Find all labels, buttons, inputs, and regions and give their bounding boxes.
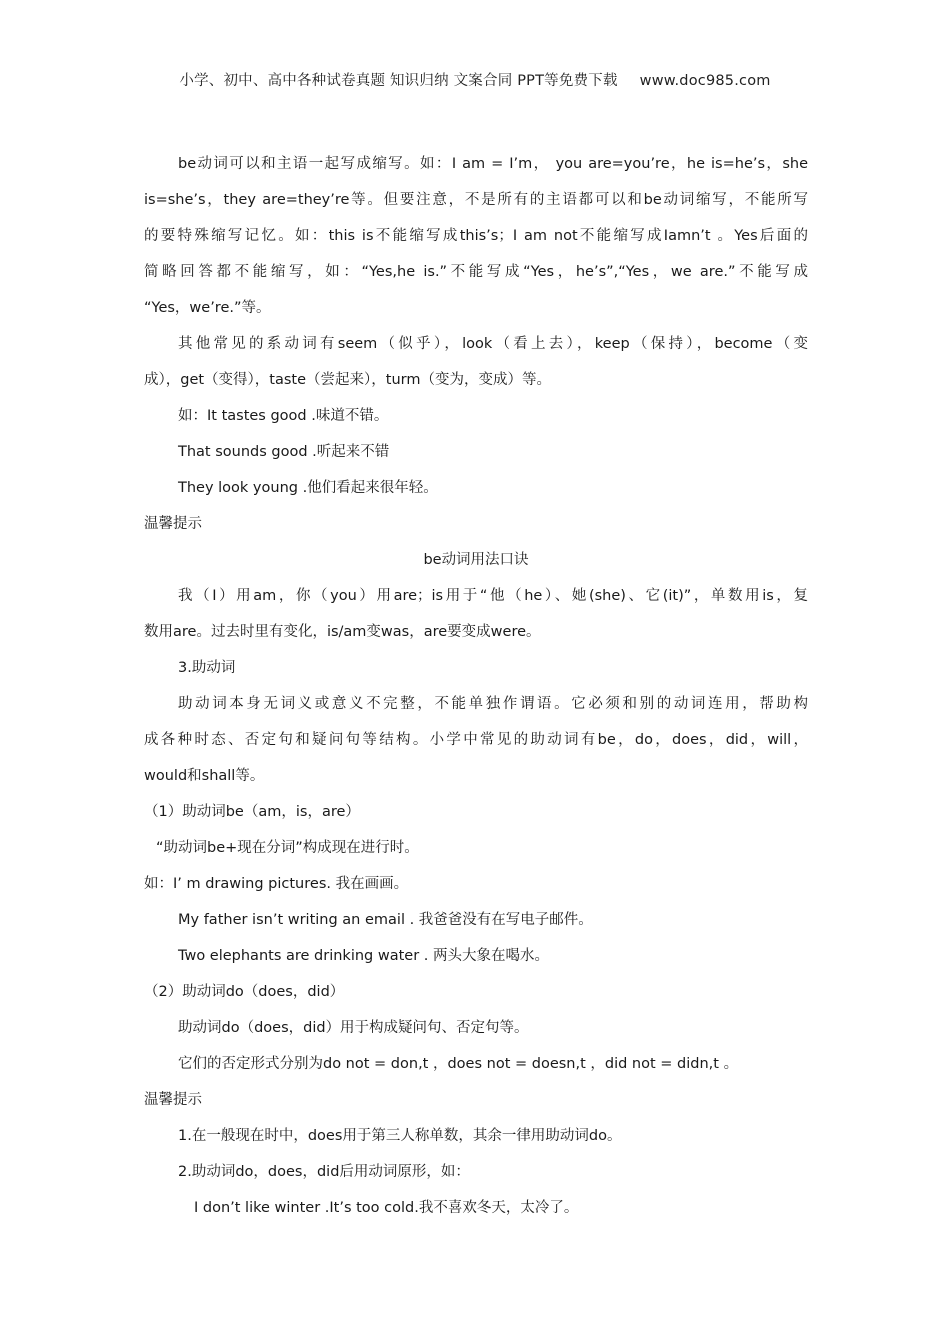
tip-item: 1.在一般现在时中，does用于第三人称单数，其余一律用助动词do。 (178, 1128, 622, 1144)
example-line: 如：It tastes good .味道不错。 (178, 408, 389, 424)
page-header (0, 69, 950, 90)
paragraph-line: would和shall等。 (144, 768, 265, 784)
paragraph-line: 我（I）用am，你（you）用are；is用于“他（he）、她(she)、它(it)”，单数用is，复 (178, 588, 808, 604)
example-line: That sounds good .听起来不错 (178, 444, 390, 460)
tip-heading: 温馨提示 (144, 1092, 202, 1108)
paragraph-line: 助动词本身无词义或意义不完整，不能单独作谓语。它必须和别的动词连用，帮助构 (178, 696, 808, 712)
example-line: My father isn’t writing an email . 我爸爸没有在写电子邮件。 (178, 912, 593, 928)
paragraph-line: 它们的否定形式分别为do not = don,t ，does not = doesn,t ，did not = didn,t 。 (178, 1056, 739, 1072)
header-text: 小学、初中、高中各种试卷真题 知识归纳 文案合同 PPT等免费下载 (179, 73, 618, 89)
paragraph-line: 成各种时态、否定句和疑问句等结构。小学中常见的助动词有be，do，does，did，will， (144, 732, 808, 748)
rhyme-title: be动词用法口诀 (423, 552, 529, 568)
example-line: Two elephants are drinking water . 两头大象在喝水。 (178, 948, 549, 964)
subsection-heading: （2）助动词do（does，did） (144, 984, 345, 1000)
paragraph-line: is=she’s，they are=they’re等。但要注意，不是所有的主语都可以和be动词缩写，不能所写 (144, 192, 808, 208)
example-line: They look young .他们看起来很年轻。 (178, 480, 438, 496)
subsection-heading: （1）助动词be（am，is，are） (144, 804, 360, 820)
paragraph-line: be动词可以和主语一起写成缩写。如：I am = I’m， you are=you’re，he is=he’s，she (178, 156, 808, 172)
section-heading: 3.助动词 (178, 660, 236, 676)
tip-item: 2.助动词do，does，did后用动词原形，如： (178, 1164, 470, 1180)
paragraph-line: 助动词do（does，did）用于构成疑问句、否定句等。 (178, 1020, 529, 1036)
tip-heading: 温馨提示 (144, 516, 202, 532)
example-line: 如：I’ m drawing pictures. 我在画画。 (144, 876, 409, 892)
paragraph-line: 简略回答都不能缩写，如：“Yes,he is.”不能写成“Yes，he’s”,“Yes，we are.”不能写成 (144, 264, 808, 280)
paragraph-line: “Yes，we’re.”等。 (144, 300, 271, 316)
paragraph-line: 其他常见的系动词有seem（似乎），look（看上去），keep（保持），become（变 (178, 336, 808, 352)
example-line: I don’t like winter .It’s too cold.我不喜欢冬天，太冷了。 (194, 1200, 579, 1216)
paragraph-line: 数用are。过去时里有变化，is/am变was，are要变成were。 (144, 624, 541, 640)
document-body (144, 146, 808, 1226)
paragraph-line: 成），get（变得），taste（尝起来），turm（变为，变成）等。 (144, 372, 551, 388)
header-site-url: www.doc985.com (639, 73, 771, 89)
paragraph-line: “助动词be+现在分词”构成现在进行时。 (156, 840, 419, 856)
paragraph-line: 的要特殊缩写记忆。如：this is不能缩写成this’s；I am not不能缩写成Iamn’t 。Yes后面的 (144, 228, 808, 244)
